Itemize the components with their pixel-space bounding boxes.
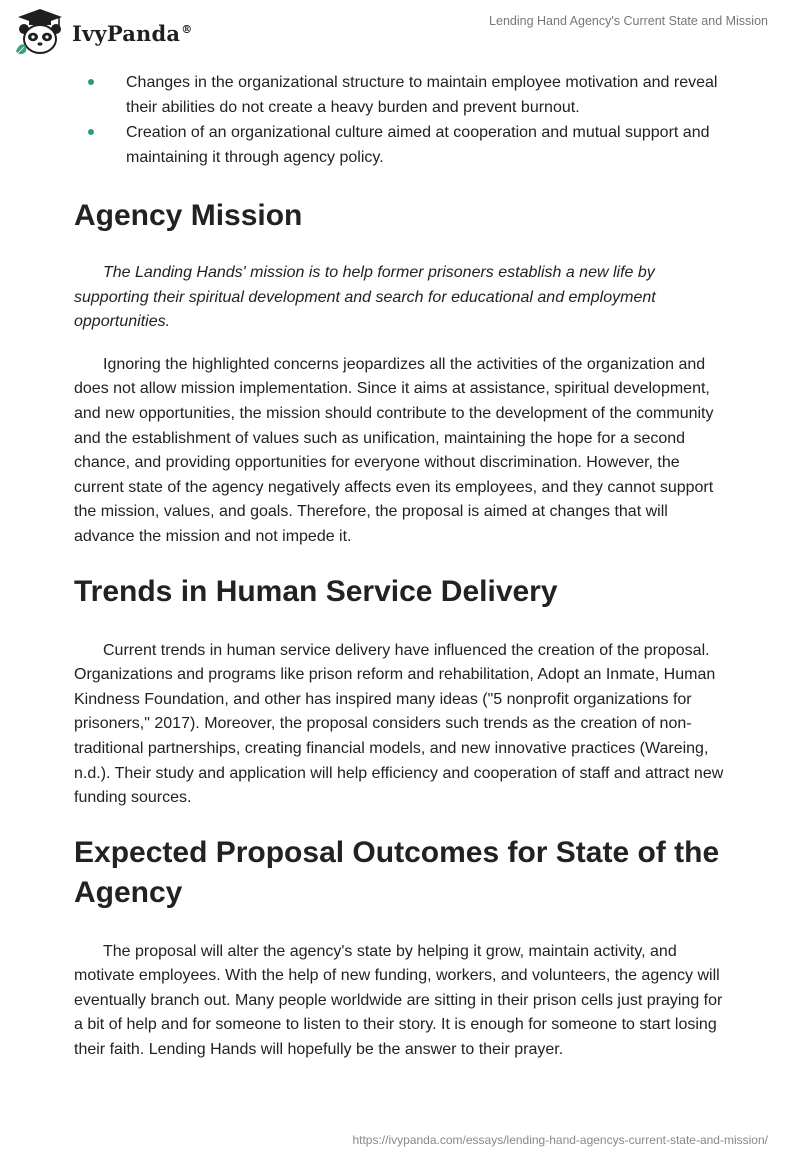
- bullet-icon: [88, 129, 94, 135]
- list-item: [74, 70, 724, 120]
- document-title: Lending Hand Agency's Current State and Mission: [489, 14, 768, 28]
- bullet-list: [74, 70, 724, 170]
- list-item: [74, 120, 724, 170]
- source-url-link[interactable]: https://ivypanda.com/essays/lending-hand-agencys-current-state-and-mission/: [352, 1133, 768, 1147]
- panda-mascot-icon: [12, 7, 68, 59]
- section-heading-trends: Trends in Human Service Delivery: [74, 574, 558, 608]
- page-header: [0, 0, 800, 62]
- mission-paragraph: Ignoring the highlighted concerns jeopardizes all the activities of the organization and does not allow mission implementation. Since it aims at assistance, spiritual development, and new opportunities, the mission should contribute to the development of the community and the establishment of values such as unification, maintaining the hope for a second chance, and providing opportunities for everyone without discrimination. However, the current state of the agency negatively affects even its employees, and they cannot support the mission, values, and goals. Therefore, the proposal is aimed at changes that will advance the mission and not impede it.: [74, 355, 714, 545]
- list-item-text: Creation of an organizational culture aimed at cooperation and mutual support and maintaining it through agency policy.: [126, 124, 710, 166]
- brand-name: IvyPanda®: [72, 20, 193, 46]
- brand-logo[interactable]: [12, 7, 192, 59]
- article-body: [74, 70, 724, 1063]
- mission-statement-quote: The Landing Hands' mission is to help former prisoners establish a new life by supporting their spiritual development and search for educational and employment opportunities.: [74, 264, 656, 331]
- section-heading-outcomes: Expected Proposal Outcomes for State of the Agency: [74, 835, 720, 909]
- list-item-text: Changes in the organizational structure to maintain employee motivation and reveal their abilities do not create a heavy burden and prevent burnout.: [126, 74, 718, 116]
- section-heading-mission: Agency Mission: [74, 199, 303, 232]
- bullet-icon: [88, 79, 94, 85]
- outcomes-paragraph: The proposal will alter the agency's state by helping it grow, maintain activity, and motivate employees. With the help of new funding, workers, and volunteers, the agency will eventually branch out. Many people worldwide are sitting in their prison cells just praying for a bit of help and for someone to listen to their story. It is enough for someone to start losing their faith. Lending Hands will hopefully be the answer to their prayer.: [74, 942, 723, 1059]
- trends-paragraph: Current trends in human service delivery have influenced the creation of the proposal. Organizations and programs like prison reform and rehabilitation, Adopt an Inmate, Human Kindness Foundation, and other has inspired many ideas ("5 nonprofit organizations for prisoners," 2017). Moreover, the proposal considers such trends as the creation of non-traditional partnerships, creating financial models, and new innovative practices (Wareing, n.d.). Their study and application will help efficiency and cooperation of staff and attract new funding sources.: [74, 641, 724, 807]
